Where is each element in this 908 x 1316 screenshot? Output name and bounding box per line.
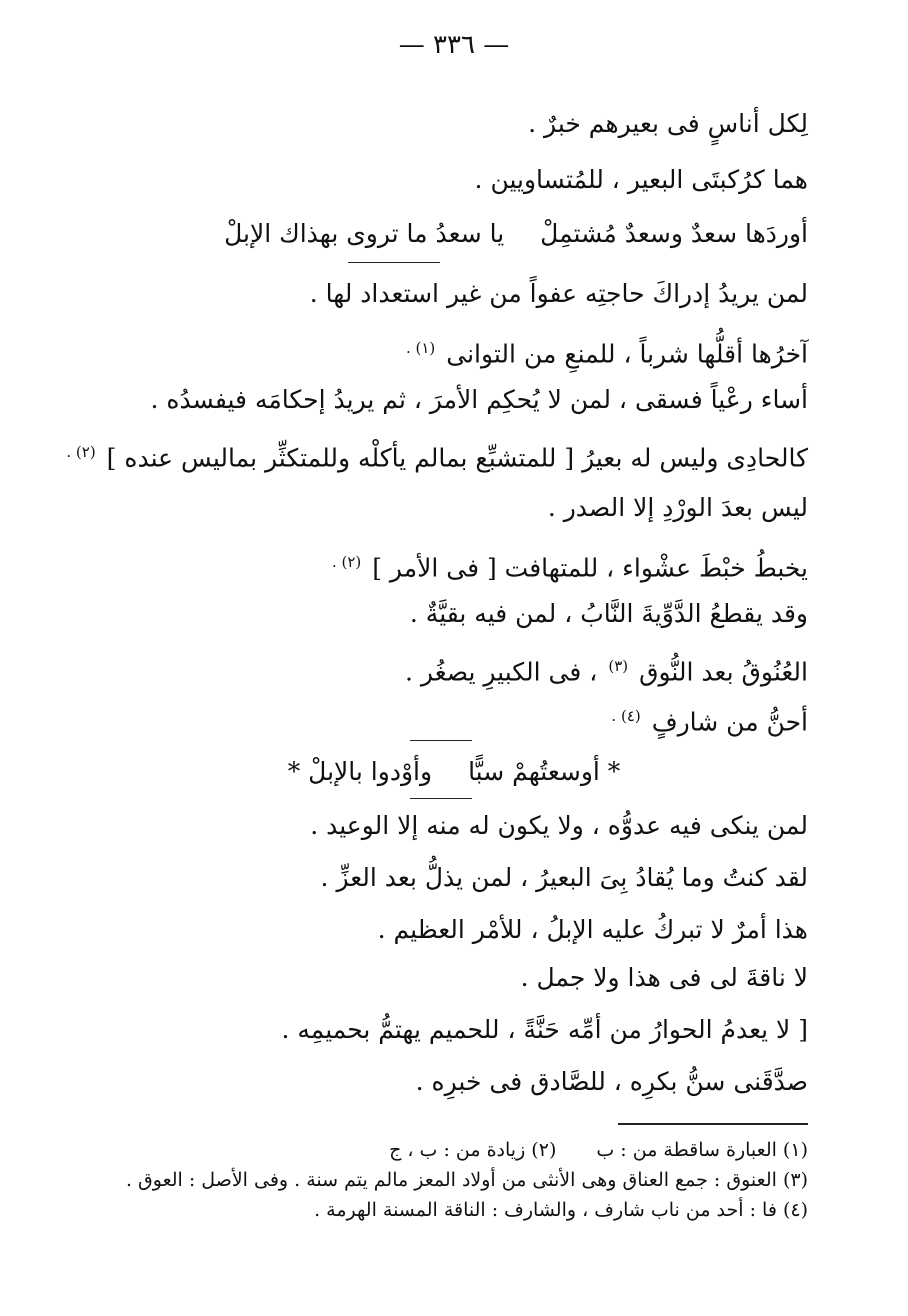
footnote-4: (٤) فا : أحد من ناب شارف ، والشارف : الناقة المسنة الهرمة .: [314, 1199, 808, 1221]
text-line-6: كالحادِى وليس له بعيرُ [ للمتشبِّع بمالم يأكلْه وللمتكثِّر بماليس عنده ] $^{(٢) .}$: [66, 443, 808, 473]
footnote-separator: [618, 1123, 808, 1125]
text-line-4: آخرُها أقلُّها شرباً ، للمنعِ من التوانى $^{(١) .}$: [405, 339, 808, 369]
footnote-2: (٢) زيادة من : ب ، ج: [389, 1139, 557, 1161]
text-line-3: لمن يريدُ إدراكَ حاجتِه عفواً من غير استعداد لها .: [309, 279, 808, 308]
text-line-10: العُنُوقُ بعد النُّوق $^{(٣)}$ ، فى الكبيرِ يصغُر .: [405, 657, 808, 687]
verse-1-second-hemistich: يا سعدُ ما تروى بهذاك الإبلْ: [224, 219, 505, 248]
verse-2-first-hemistich: أوسعتُهمْ سبًّا: [468, 757, 600, 786]
verse-divider-1: [348, 262, 440, 263]
text-line-17: صدَّقَنى سنُّ بكرِه ، للصَّادق فى خبرِه .: [415, 1067, 808, 1096]
verse-2-second-hemistich: وأوْدوا بالإبلْ: [308, 757, 433, 786]
text-line-2: هما كرُكبتَى البعير ، للمُتساويين .: [474, 165, 808, 194]
footnote-marker-5: (٤) .: [611, 707, 641, 725]
footnote-marker-1: (١) .: [405, 339, 436, 357]
footnote-1: (١) العبارة ساقطة من : ب: [596, 1139, 808, 1161]
verse-divider-2-top: [410, 740, 472, 741]
verse-divider-2-bottom: [410, 798, 472, 799]
text-line-7: ليس بعدَ الورْدِ إلا الصدر .: [547, 493, 808, 522]
text-line-12: لمن ينكى فيه عدوُّه ، ولا يكون له منه إلا الوعيد .: [310, 811, 808, 840]
text-line-8: يخبطُ خبْطَ عشْواء ، للمتهافت [ فى الأمر ] $^{(٢) .}$: [331, 553, 808, 583]
verse-line-2: * أوسعتُهمْ سبًّاوأوْدوا بالإبلْ *: [287, 757, 621, 786]
text-line-15: لا ناقةَ لى فى هذا ولا جمل .: [520, 963, 808, 992]
text-line-11: أحنُّ من شارفٍ $^{(٤) .}$: [611, 707, 808, 737]
footnote-marker-4: (٣): [608, 657, 629, 675]
footnote-marker-3: (٢) .: [331, 553, 362, 571]
page-number: — ٣٣٦ —: [398, 30, 510, 60]
text-line-16: [ لا يعدمُ الحوارُ من أمِّه حَنَّةً ، للحميم يهتمُّ بحميمِه .: [281, 1015, 808, 1044]
verse-line-1: [68, 214, 808, 254]
text-line-9: وقد يقطعُ الدَّوِّيةَ النَّابُ ، لمن فيه بقيَّةٌ .: [409, 599, 808, 628]
text-line-5: أساء رعْياً فسقى ، لمن لا يُحكِم الأمرَ ، ثم يريدُ إحكامَه فيفسدُه .: [150, 385, 808, 414]
footnote-3: (٣) العنوق : جمع العناق وهى الأنثى من أولاد المعز مالم يتم سنة . وفى الأصل : العوق .: [125, 1169, 808, 1191]
footnote-line-1: [68, 1136, 808, 1164]
footnote-marker-2: (٢) .: [66, 443, 96, 461]
text-line-13: لقد كنتُ وما يُقادُ بِىَ البعيرُ ، لمن يذلُّ بعد العزِّ .: [320, 863, 808, 892]
text-line-1: لِكل أناسٍ فى بعيرهم خبرٌ .: [528, 109, 808, 138]
text-line-14: هذا أمرٌ لا تبركُ عليه الإبلُ ، للأمْر العظيم .: [377, 915, 808, 944]
verse-1-first-hemistich: أوردَها سعدٌ وسعدٌ مُشتمِلْ: [540, 219, 808, 248]
